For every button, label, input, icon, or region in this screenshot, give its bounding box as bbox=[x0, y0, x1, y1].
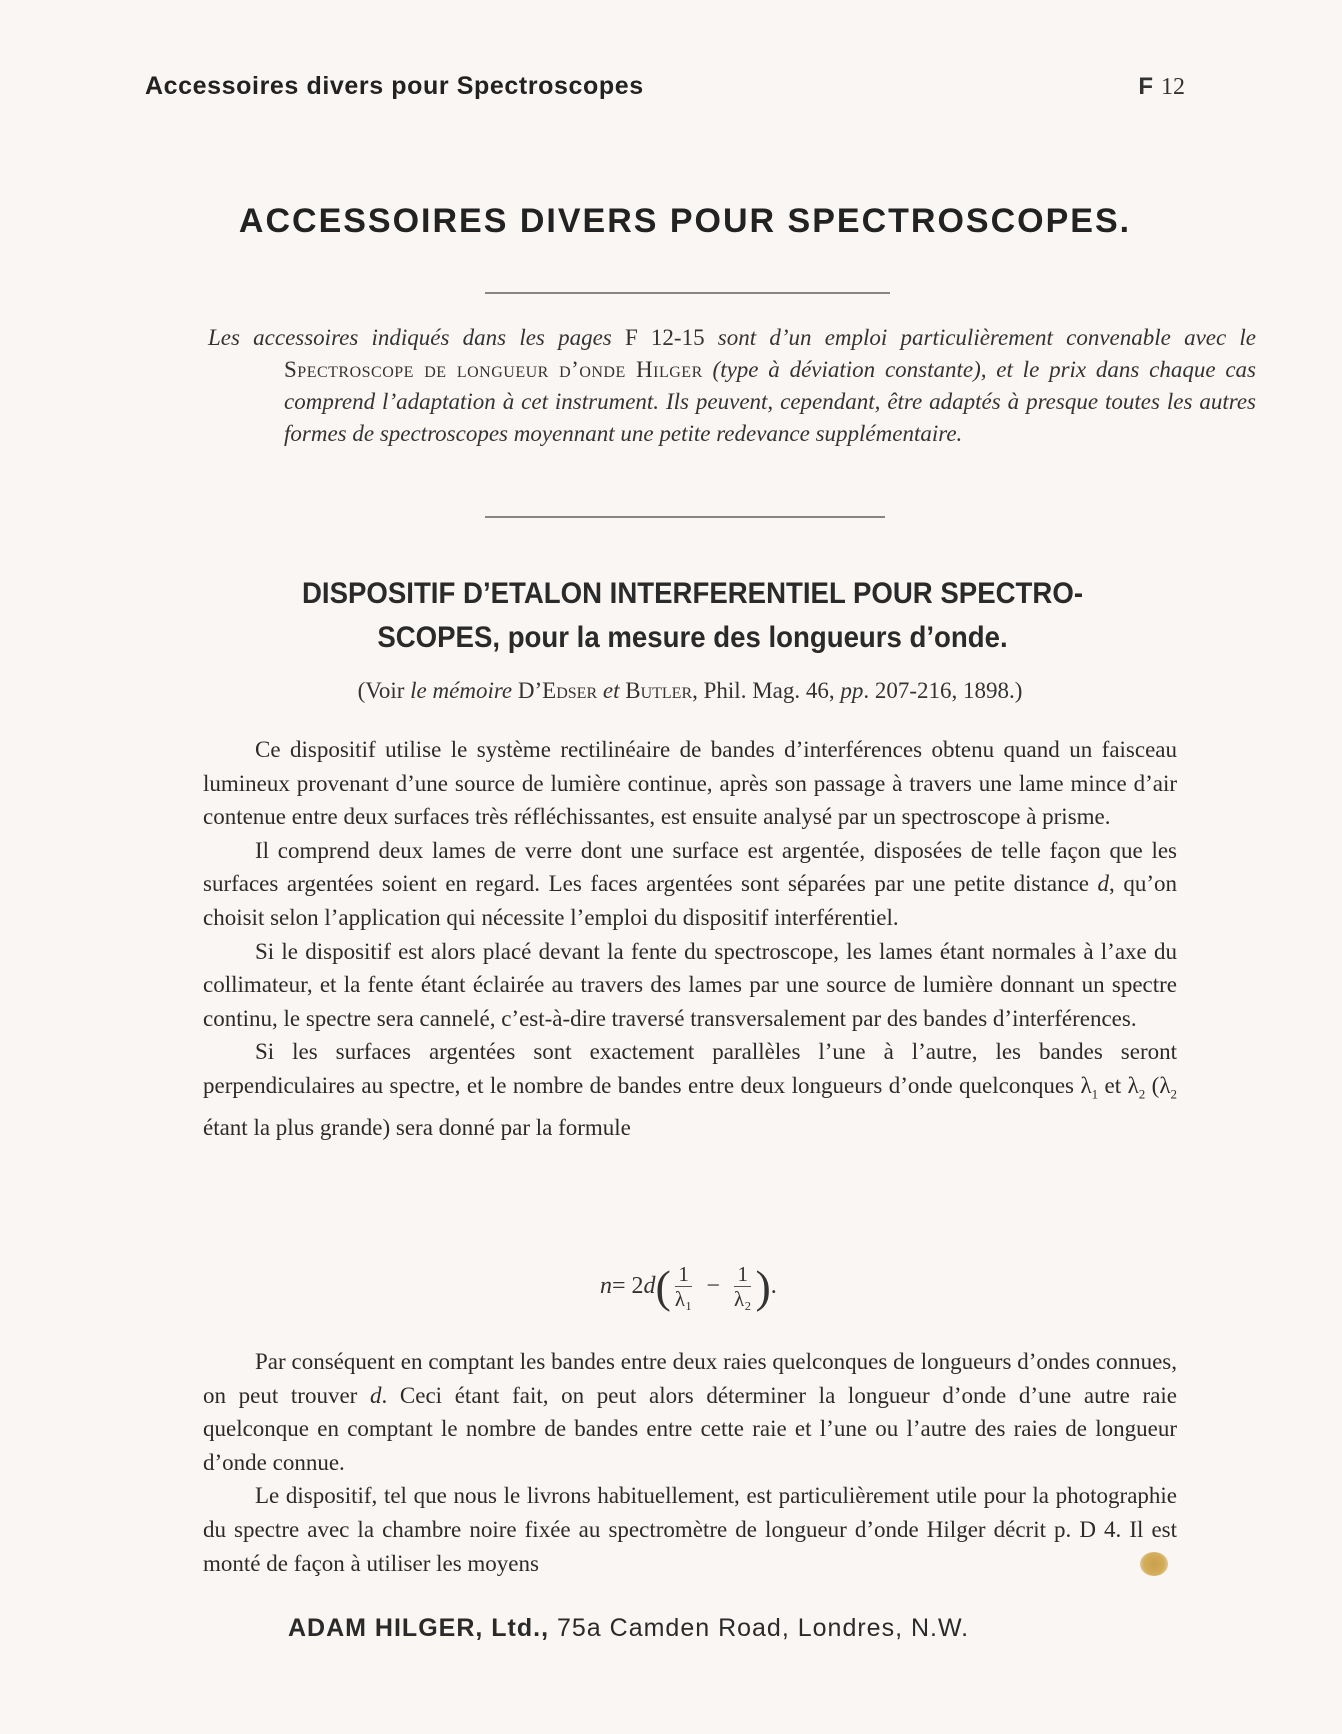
citation-open: (Voir bbox=[357, 678, 411, 703]
body-text bbox=[203, 733, 1177, 1145]
text-run: étant la plus grande) sera donné par la formule bbox=[203, 1115, 631, 1141]
formula-period: . bbox=[770, 1273, 777, 1299]
citation bbox=[200, 678, 1180, 704]
left-paren: ( bbox=[655, 1260, 671, 1312]
paragraph bbox=[203, 1035, 1177, 1144]
running-head bbox=[145, 72, 1185, 101]
page-section-letter: F bbox=[1138, 73, 1153, 100]
footer-firm: ADAM HILGER, Ltd., bbox=[288, 1614, 550, 1642]
citation-author: Butler bbox=[619, 678, 693, 703]
citation-pp: pp bbox=[840, 678, 864, 703]
intro-pages-ref: F 12-15 bbox=[624, 325, 705, 350]
divider-rule bbox=[485, 516, 885, 518]
text-run: ( bbox=[1145, 1072, 1160, 1098]
text-run: et bbox=[1098, 1072, 1128, 1098]
paragraph: Ce dispositif utilise le système rectilinéaire de bandes d’interférences obtenu quand un faisceau lumineux provenant d’une source de lumière continue, après son passage à travers une lame mince d’air contenue entre deux surfaces très réfléchissantes, est ensuite analysé par un spectroscope à prisme. bbox=[203, 737, 1177, 830]
paragraph: Si le dispositif est alors placé devant la fente du spectroscope, les lames étant normales à l’axe du collimateur, et la fente étant éclairée au travers des lames par une source de lumière donnant un spectre continu, le spectre sera cannelé, c’est-à-dire traversé transversalement par des bandes d’interférences. bbox=[203, 938, 1177, 1031]
citation-author: D’Edser bbox=[512, 678, 603, 703]
minus-sign: − bbox=[706, 1273, 720, 1299]
right-paren: ) bbox=[755, 1260, 771, 1312]
intro-text-3: (type à déviation constante), et le prix dans chaque cas comprend l’adaptation à cet instrument. Ils peuvent, cependant, être adaptés à presque toutes les autres formes de spectroscopes moyennant une petite redevance supplémentaire. bbox=[284, 357, 1256, 446]
denominator: λ₁ bbox=[674, 1287, 693, 1311]
main-title: ACCESSOIRES DIVERS POUR SPECTROSCOPES. bbox=[238, 202, 1132, 240]
numerator: 1 bbox=[734, 1262, 751, 1287]
citation-italic: et bbox=[602, 678, 620, 703]
lambda-symbol: λ bbox=[1159, 1072, 1171, 1098]
section-title bbox=[244, 572, 1141, 660]
text-run: , qu’on choisit selon l’application qui nécessite l’emploi du dispositif interférentiel. bbox=[203, 871, 1177, 930]
text-run: Il comprend deux lames de verre dont une surface est argentée, disposées de telle façon que les surfaces argentées soient en regard. Les faces argentées sont séparées par une petite distance bbox=[203, 837, 1177, 897]
section-title-line-1: DISPOSITIF D’ETALON INTERFERENTIEL POUR SPECTRO- bbox=[301, 577, 1084, 610]
denominator: λ₂ bbox=[733, 1287, 752, 1311]
subscript: 1 bbox=[1091, 1086, 1099, 1102]
paragraph bbox=[203, 1345, 1177, 1479]
numerator: 1 bbox=[675, 1262, 692, 1287]
lambda-symbol: λ bbox=[1080, 1072, 1092, 1098]
body-text-continued bbox=[203, 1345, 1177, 1580]
footer-imprint bbox=[288, 1614, 969, 1643]
fraction-1 bbox=[675, 1262, 693, 1311]
formula-n: n bbox=[600, 1273, 612, 1299]
text-run: . Ceci étant fait, on peut alors déterminer la longueur d’onde d’une autre raie quelconque en comptant le nombre de bandes entre cette raie et l’une ou l’autre des raies de longueur d’onde connue. bbox=[203, 1382, 1177, 1475]
citation-journal: , Phil. Mag. 46, bbox=[692, 678, 841, 703]
page-number bbox=[1138, 72, 1185, 101]
paragraph bbox=[203, 834, 1177, 935]
footer-address: 75a Camden Road, Londres, N.W. bbox=[549, 1614, 970, 1642]
formula-eq: = 2 bbox=[612, 1273, 644, 1299]
text-run: Si les surfaces argentées sont exactement parallèles l’une à l’autre, les bandes seront perpendiculaires au spectre, et le nombre de bandes entre deux longueurs d’onde quelconques bbox=[203, 1039, 1177, 1098]
subscript: 2 bbox=[1138, 1086, 1146, 1102]
formula bbox=[600, 1262, 777, 1311]
variable-d: d bbox=[370, 1382, 382, 1408]
intro-text-1: Les accessoires indiqués dans les pages bbox=[208, 325, 625, 350]
section-title-line-2: SCOPES, pour la mesure des longueurs d’onde. bbox=[377, 621, 1008, 654]
lambda-symbol: λ bbox=[1127, 1072, 1139, 1098]
formula-d: d bbox=[643, 1273, 656, 1299]
intro-text-2: sont d’un emploi particulièrement convenable avec le bbox=[704, 325, 1256, 350]
divider-rule bbox=[485, 292, 890, 294]
variable-d: d bbox=[1097, 871, 1110, 897]
citation-pages: . 207-216, 1898.) bbox=[863, 678, 1023, 703]
paper-stain bbox=[1140, 1552, 1168, 1576]
running-title: Accessoires divers pour Spectroscopes bbox=[145, 72, 644, 100]
subscript: 2 bbox=[1170, 1086, 1177, 1102]
intro-paragraph bbox=[208, 322, 1256, 450]
page-number-value: 12 bbox=[1161, 74, 1185, 100]
text-run: Par conséquent en comptant les bandes entre deux raies quelconques de longueurs d’ondes connues, on peut trouver bbox=[203, 1349, 1177, 1408]
paragraph: Le dispositif, tel que nous le livrons habituellement, est particulièrement utile pour la photographie du spectre avec la chambre noire fixée au spectromètre de longueur d’onde Hilger décrit p. D 4. Il est monté de façon à utiliser les moyens bbox=[203, 1483, 1177, 1576]
citation-italic: le mémoire bbox=[410, 678, 513, 703]
intro-instrument-name: Spectroscope de longueur d’onde Hilger bbox=[284, 357, 703, 382]
fraction-2 bbox=[734, 1262, 752, 1311]
